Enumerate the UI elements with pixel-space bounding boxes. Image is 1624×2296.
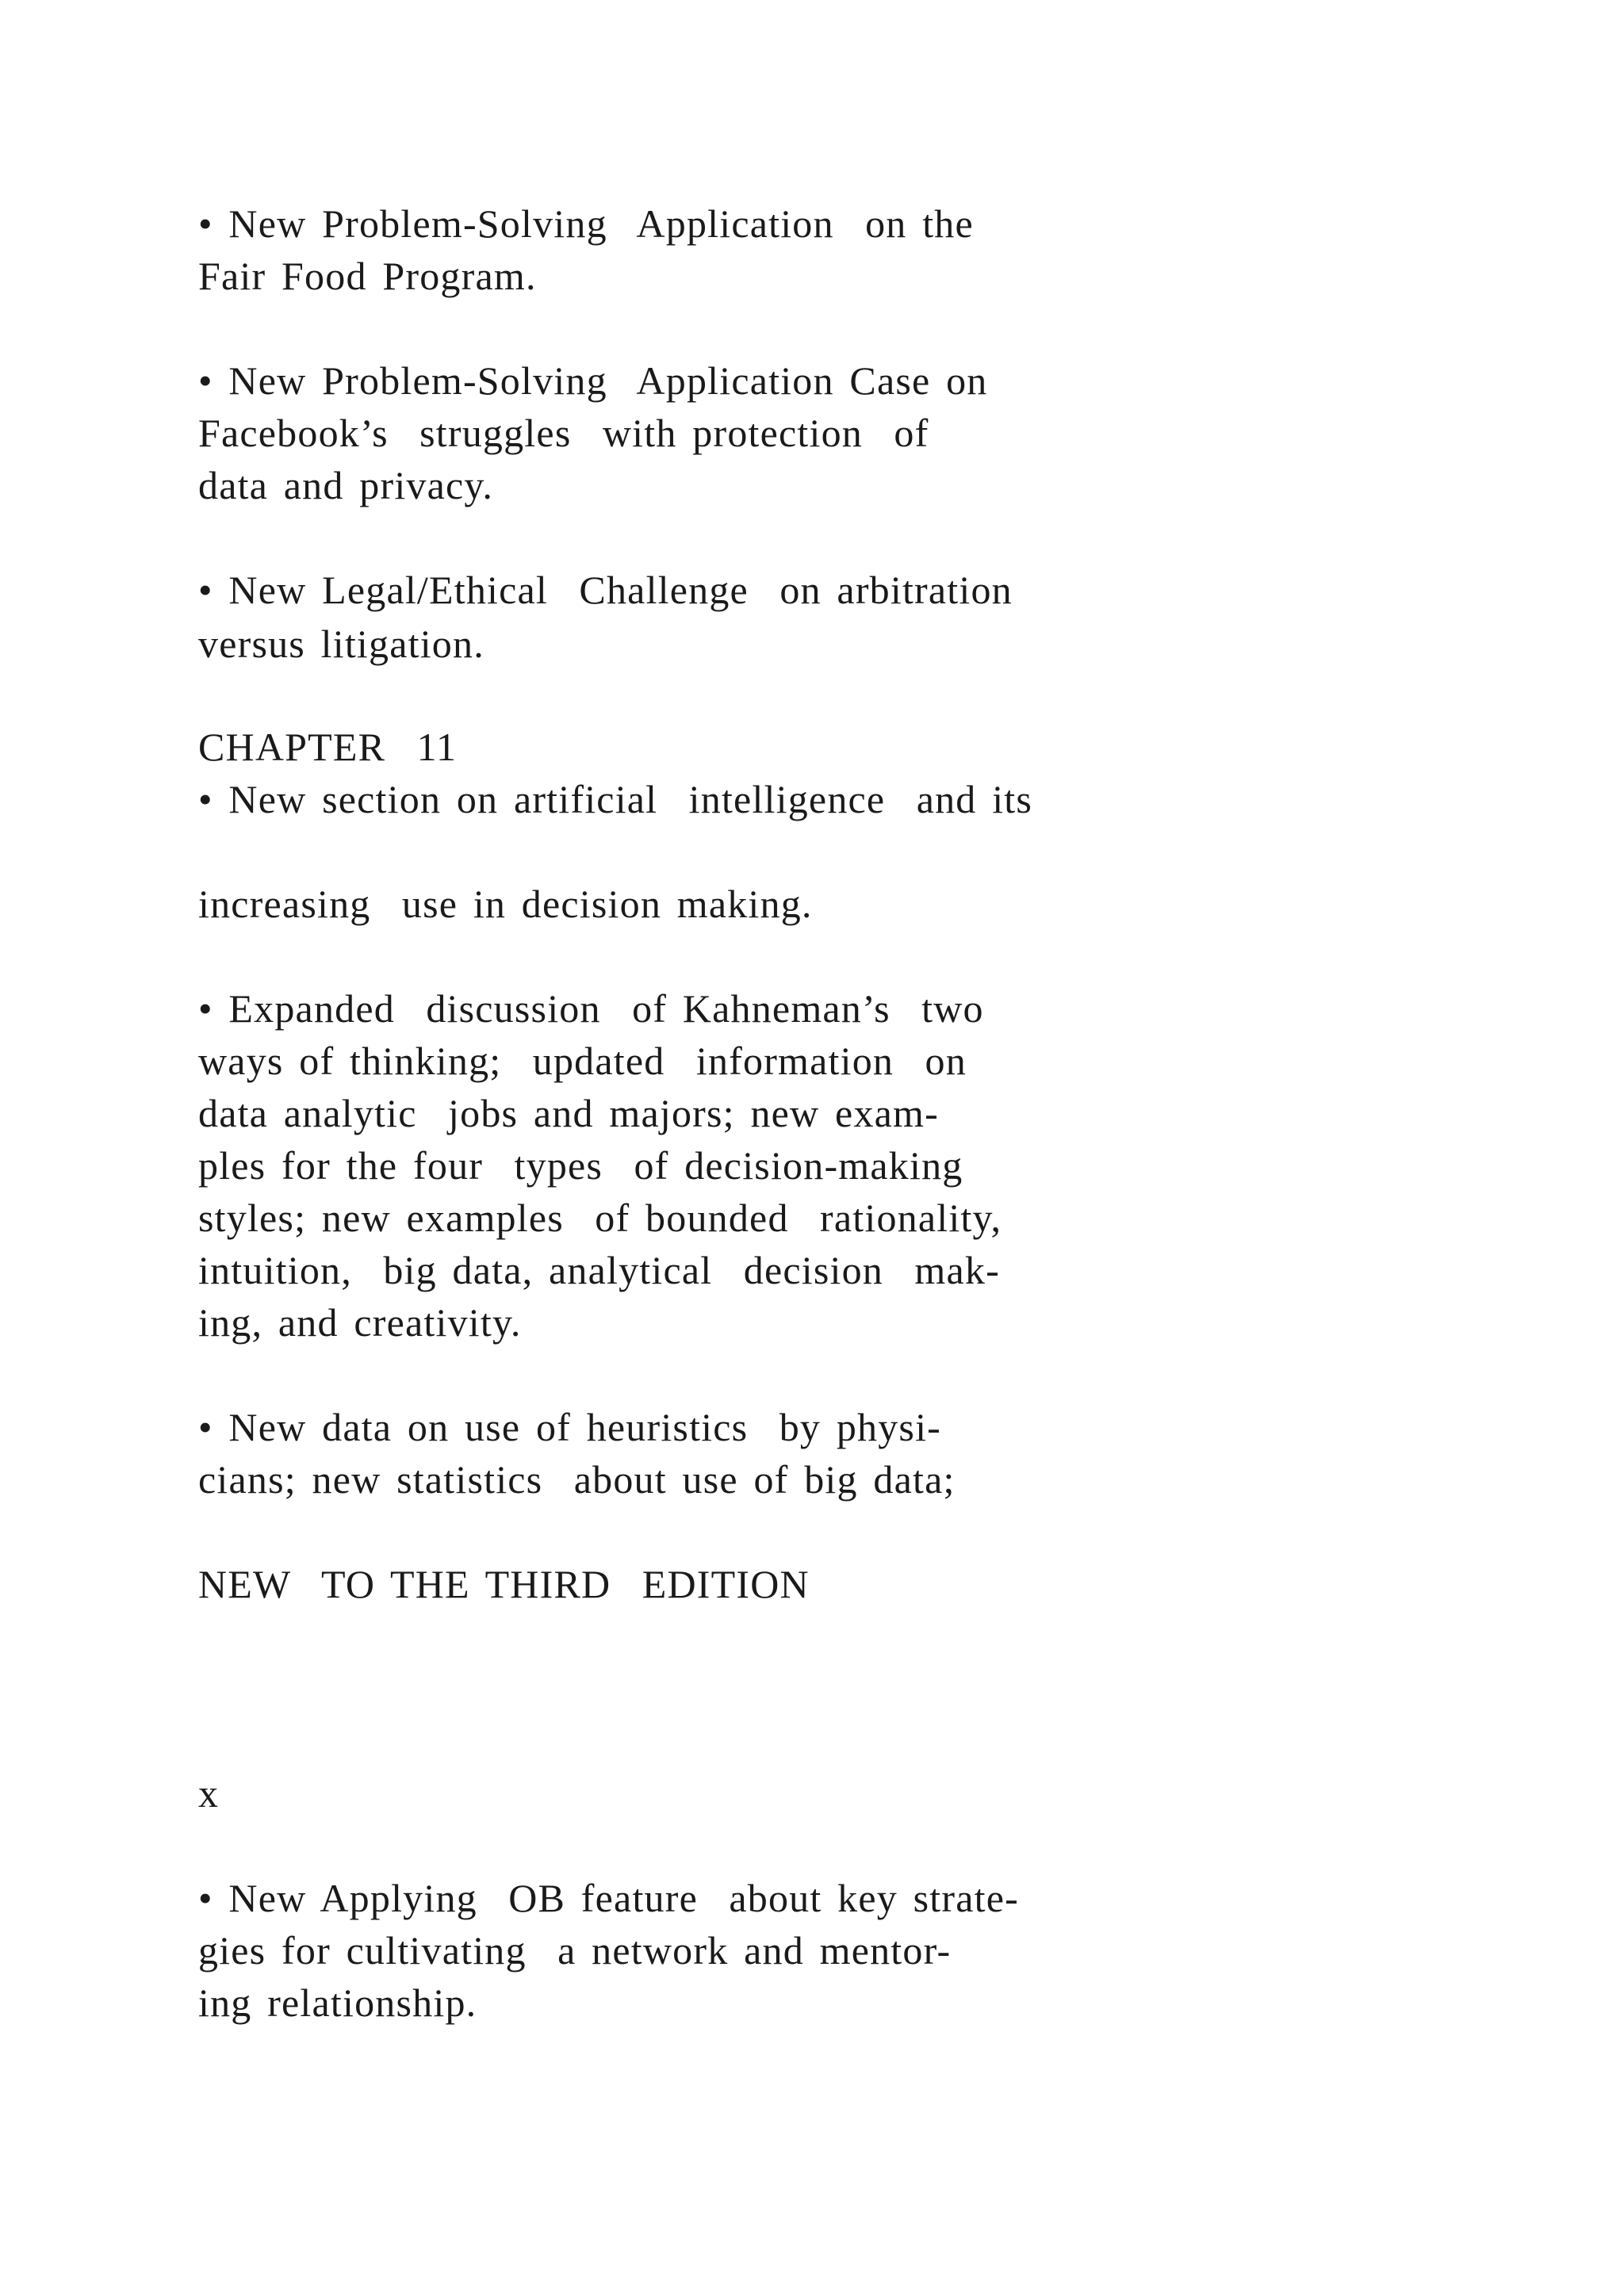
text-line: gies for cultivating a network and mentor- <box>198 1928 952 1973</box>
text-line: styles; new examples of bounded rationality, <box>198 1196 1002 1240</box>
text-line: • New Applying OB feature about key strate- <box>198 1876 1019 1920</box>
text-line: • New Problem-Solving Application Case on <box>198 358 988 403</box>
text-line: • New Problem-Solving Application on the <box>198 201 974 246</box>
text-line: ways of thinking; updated information on <box>198 1039 967 1083</box>
text-line: • Expanded discussion of Kahneman’s two <box>198 986 984 1031</box>
text-line: • New Legal/Ethical Challenge on arbitration <box>198 568 1013 612</box>
page-number: x <box>198 1771 220 1816</box>
text-line: cians; new statistics about use of big data; <box>198 1457 956 1502</box>
chapter-heading: CHAPTER 11 <box>198 725 458 769</box>
text-line: increasing use in decision making. <box>198 882 813 926</box>
text-line: Fair Food Program. <box>198 254 537 298</box>
section-heading: NEW TO THE THIRD EDITION <box>198 1562 810 1606</box>
text-line: intuition, big data, analytical decision mak- <box>198 1248 1000 1292</box>
text-line: ing, and creativity. <box>198 1300 522 1345</box>
text-line: data and privacy. <box>198 463 494 507</box>
text-line: • New data on use of heuristics by physi- <box>198 1405 942 1449</box>
text-line: ples for the four types of decision-making <box>198 1143 963 1188</box>
text-line: Facebook’s struggles with protection of <box>198 411 929 455</box>
text-line: • New section on artificial intelligence and its <box>198 777 1033 821</box>
text-line: ing relationship. <box>198 1980 477 2025</box>
text-line: data analytic jobs and majors; new exam- <box>198 1091 939 1135</box>
text-line: versus litigation. <box>198 622 485 666</box>
